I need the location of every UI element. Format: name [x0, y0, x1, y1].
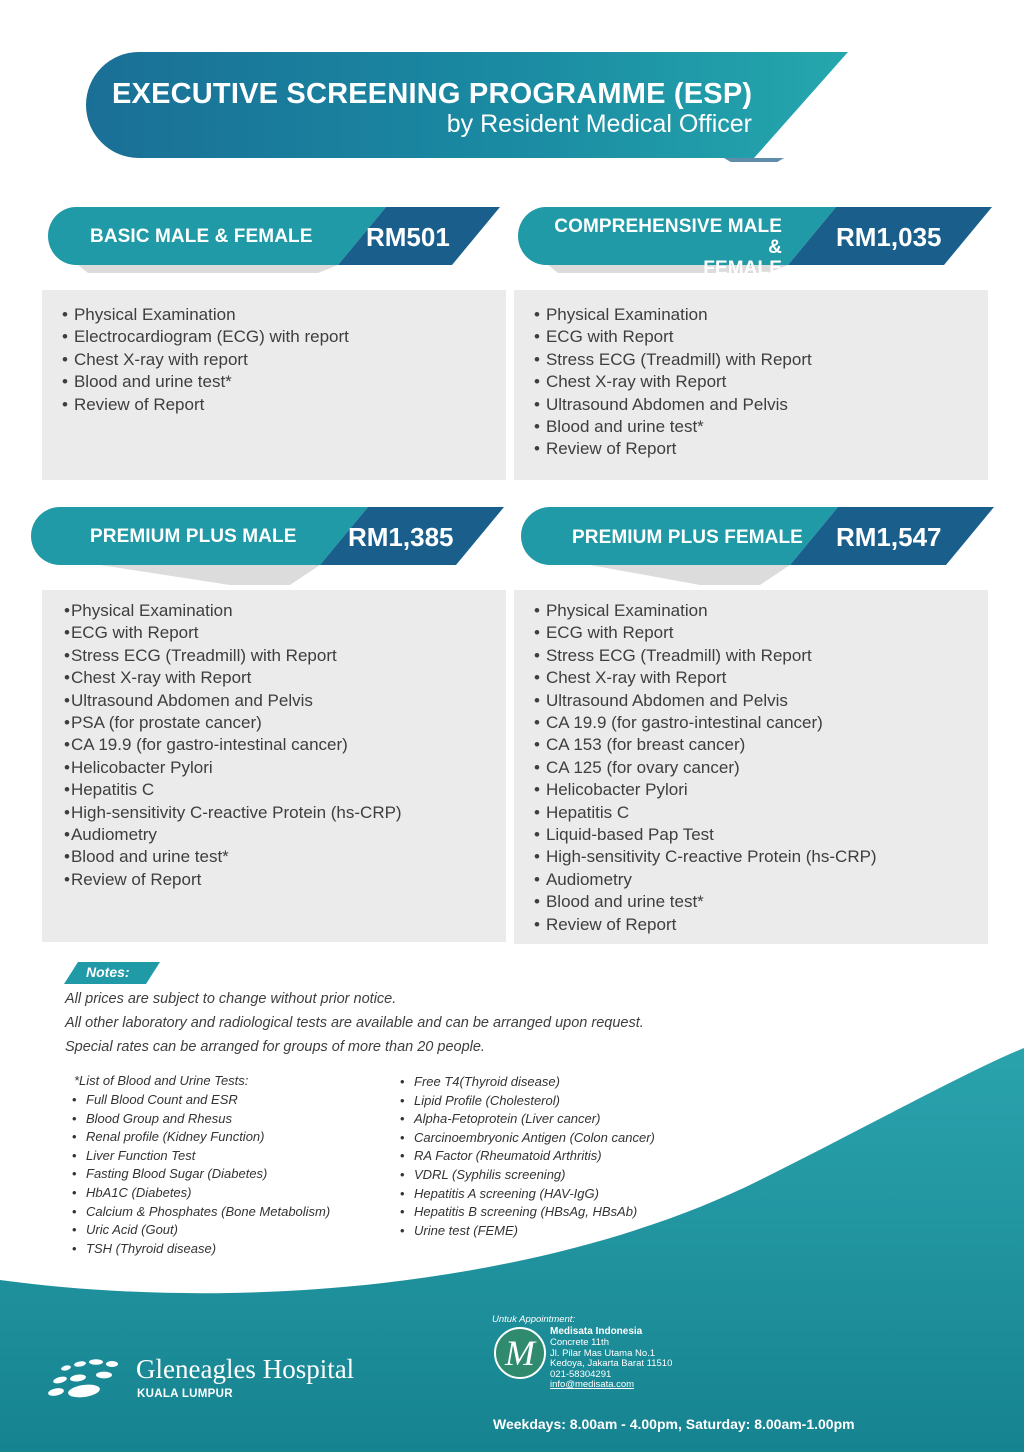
- package-name-line: COMPREHENSIVE MALE &: [554, 216, 782, 258]
- list-item: • Fasting Blood Sugar (Diabetes): [72, 1166, 268, 1182]
- list-item: •PSA (for prostate cancer): [64, 713, 262, 733]
- list-item: • Liquid-based Pap Test: [534, 825, 714, 845]
- list-item: •Audiometry: [64, 825, 157, 845]
- list-item: •Helicobacter Pylori: [64, 757, 213, 777]
- package-item-list: [534, 304, 812, 461]
- list-item: •High-sensitivity C-reactive Protein (hs-CRP): [64, 802, 402, 822]
- list-item: • RA Factor (Rheumatoid Arthritis): [400, 1148, 602, 1164]
- page-title: EXECUTIVE SCREENING PROGRAMME (ESP): [112, 78, 753, 110]
- blood-urine-tests-left: [72, 1091, 330, 1258]
- tests-heading: *List of Blood and Urine Tests:: [74, 1073, 249, 1088]
- list-item: • ECG with Report: [534, 623, 674, 643]
- list-item: •CA 19.9 (for gastro-intestinal cancer): [64, 735, 348, 755]
- hospital-city: KUALA LUMPUR: [137, 1388, 233, 1400]
- package-price: RM501: [366, 222, 450, 252]
- medisata-logo: [494, 1327, 546, 1379]
- contact-email-link[interactable]: info@medisata.com: [550, 1379, 635, 1391]
- gleneagles-logo-icon: [44, 1356, 126, 1402]
- package-item-list: [62, 304, 349, 416]
- note-line: Special rates can be arranged for groups of more than 20 people.: [65, 1039, 485, 1055]
- medisata-logo-letter: M: [505, 1333, 535, 1373]
- contact-name: Medisata Indonesia: [550, 1326, 643, 1337]
- list-item: • Blood and urine test*: [62, 372, 232, 392]
- list-item: • High-sensitivity C-reactive Protein (hs-CRP): [534, 847, 877, 867]
- list-item: • Calcium & Phosphates (Bone Metabolism): [72, 1203, 331, 1219]
- list-item: • Blood and urine test*: [534, 892, 704, 912]
- list-item: • Helicobacter Pylori: [534, 780, 688, 800]
- list-item: • Stress ECG (Treadmill) with Report: [534, 645, 812, 665]
- list-item: • CA 153 (for breast cancer): [534, 735, 746, 755]
- list-item: • Chest X-ray with Report: [534, 668, 727, 688]
- list-item: • VDRL (Syphilis screening): [400, 1166, 566, 1182]
- list-item: • Review of Report: [534, 439, 677, 459]
- list-item: • Carcinoembryonic Antigen (Colon cancer): [400, 1129, 655, 1145]
- list-item: • Renal profile (Kidney Function): [72, 1129, 265, 1145]
- list-item: • Audiometry: [534, 869, 632, 889]
- list-item: • Full Blood Count and ESR: [72, 1092, 238, 1107]
- package-name: BASIC MALE & FEMALE: [90, 226, 313, 247]
- list-item: • Stress ECG (Treadmill) with Report: [534, 349, 812, 369]
- list-item: •Physical Examination: [64, 601, 233, 620]
- list-item: • Electrocardiogram (ECG) with report: [62, 327, 349, 347]
- list-item: • Uric Acid (Gout): [72, 1222, 178, 1238]
- list-item: • CA 19.9 (for gastro-intestinal cancer): [534, 713, 823, 733]
- package-premium-male-items-box: [42, 590, 506, 942]
- list-item: • CA 125 (for ovary cancer): [534, 757, 740, 777]
- note-line: All other laboratory and radiological tests are available and can be arranged upon request.: [65, 1015, 644, 1031]
- contact-line: Concrete 11th: [550, 1337, 609, 1348]
- list-item: • Blood Group and Rhesus: [72, 1110, 232, 1126]
- package-item-list: [64, 600, 402, 891]
- list-item: •Chest X-ray with Report: [64, 668, 252, 688]
- list-item: • Physical Examination: [62, 305, 236, 324]
- contact-line: Jl. Pilar Mas Utama No.1: [550, 1347, 656, 1359]
- list-item: • Hepatitis A screening (HAV-IgG): [400, 1185, 599, 1201]
- list-item: • Ultrasound Abdomen and Pelvis: [534, 394, 788, 414]
- page-subtitle: by Resident Medical Officer: [446, 110, 752, 138]
- list-item: • Review of Report: [62, 394, 205, 414]
- package-price: RM1,035: [836, 222, 942, 252]
- opening-hours: Weekdays: 8.00am - 4.00pm, Saturday: 8.00am-1.00pm: [493, 1416, 855, 1432]
- blood-urine-tests-right: [400, 1073, 655, 1240]
- list-item: • Chest X-ray with Report: [534, 372, 727, 392]
- list-item: • Chest X-ray with report: [62, 349, 248, 369]
- list-item: •Ultrasound Abdomen and Pelvis: [64, 690, 313, 710]
- list-item: • Liver Function Test: [72, 1147, 196, 1163]
- list-item: • Physical Examination: [534, 305, 708, 324]
- contact-line: Kedoya, Jakarta Barat 11510: [550, 1358, 673, 1370]
- list-item: • Free T4(Thyroid disease): [400, 1074, 560, 1089]
- list-item: • ECG with Report: [534, 327, 674, 347]
- package-comprehensive-header: [518, 207, 988, 277]
- list-item: •ECG with Report: [64, 623, 199, 643]
- list-item: •Review of Report: [64, 869, 202, 889]
- list-item: • Blood and urine test*: [534, 417, 704, 437]
- list-item: •Hepatitis C: [64, 780, 155, 800]
- package-price: RM1,547: [836, 522, 942, 552]
- package-basic-items-box: [42, 290, 506, 480]
- hospital-name: Gleneagles Hospital: [136, 1354, 355, 1384]
- list-item: • Review of Report: [534, 914, 677, 934]
- list-item: • Ultrasound Abdomen and Pelvis: [534, 690, 788, 710]
- list-item: •Blood and urine test*: [64, 847, 229, 867]
- note-line: All prices are subject to change without prior notice.: [65, 991, 397, 1007]
- list-item: • Physical Examination: [534, 601, 708, 620]
- package-name: PREMIUM PLUS FEMALE: [572, 527, 803, 548]
- package-comprehensive-items-box: [514, 290, 988, 480]
- notes-label: Notes:: [86, 964, 130, 980]
- package-name: [542, 216, 782, 279]
- list-item: • Urine test (FEME): [400, 1222, 519, 1238]
- appointment-label: Untuk Appointment:: [492, 1314, 576, 1325]
- package-premium-female-header: [520, 507, 990, 577]
- list-item: • Alpha-Fetoprotein (Liver cancer): [400, 1111, 601, 1127]
- contact-address: [550, 1338, 672, 1391]
- package-name: PREMIUM PLUS MALE: [90, 526, 297, 547]
- package-item-list: [534, 600, 877, 936]
- list-item: • Hepatitis C: [534, 802, 630, 822]
- package-name-line: FEMALE: [703, 258, 782, 279]
- package-price: RM1,385: [348, 522, 454, 552]
- list-item: • Lipid Profile (Cholesterol): [400, 1092, 560, 1108]
- package-premium-female-items-box: [514, 590, 988, 944]
- list-item: •Stress ECG (Treadmill) with Report: [64, 645, 337, 665]
- contact-line: 021-58304291: [550, 1368, 612, 1380]
- list-item: • HbA1C (Diabetes): [72, 1184, 192, 1200]
- list-item: • TSH (Thyroid disease): [72, 1240, 217, 1256]
- package-premium-male-header: [30, 507, 500, 577]
- package-basic-header: [48, 207, 518, 277]
- list-item: • Hepatitis B screening (HBsAg, HBsAb): [400, 1204, 638, 1220]
